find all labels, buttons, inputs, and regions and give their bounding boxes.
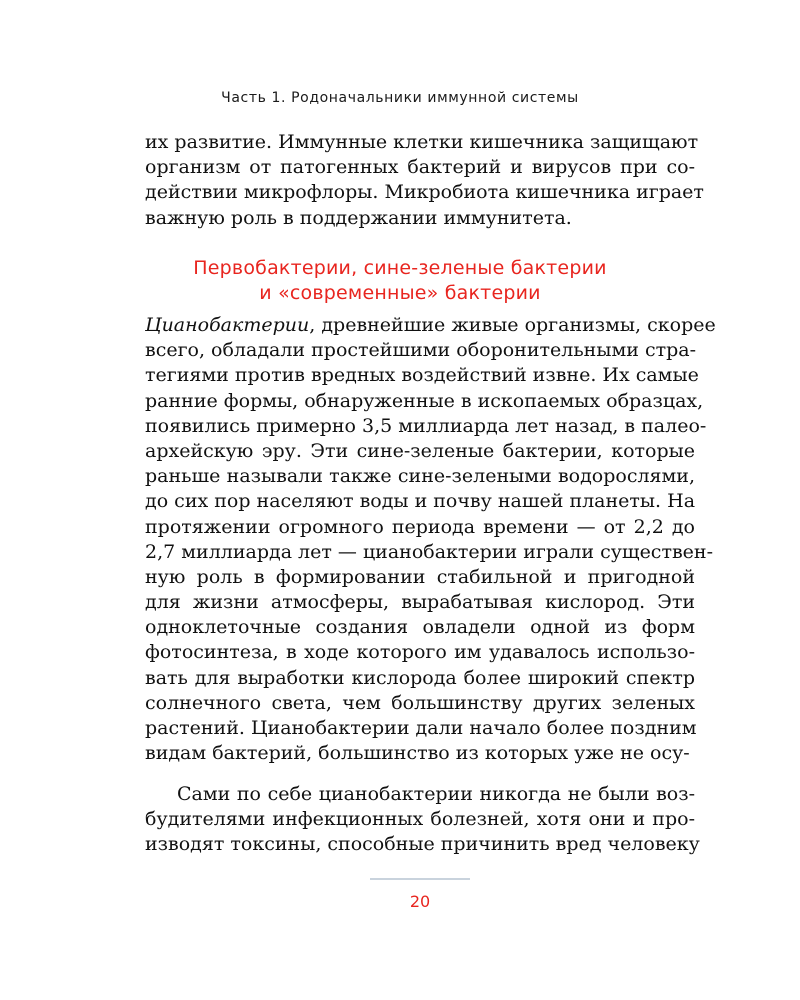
text-line-first <box>145 313 716 338</box>
text-line: ную роль в формировании стабильной и пригодной <box>145 565 695 588</box>
running-header: Часть 1. Родоначальники иммунной системы <box>221 90 579 106</box>
text-line: вать для выработки кислорода более широкий спектр <box>145 666 695 689</box>
text-line: появились примерно 3,5 миллиарда лет назад, в палео- <box>145 414 707 437</box>
paragraph-toxins <box>145 782 700 858</box>
text-line: фотосинтеза, в ходе которого им удавалось использо- <box>145 641 695 664</box>
text-line: солнечного света, чем большинству других зеленых <box>145 691 695 714</box>
page-number: 20 <box>409 892 431 911</box>
text-line: Сами по себе цианобактерии никогда не были воз- <box>177 783 695 805</box>
text-line: важную роль в поддержании иммунитета. <box>145 206 572 229</box>
text-line: раньше называли также сине-зелеными водорослями, <box>145 465 695 488</box>
section-heading <box>0 256 800 306</box>
text-line: архейскую эру. Эти сине-зеленые бактерии, которые <box>145 439 695 462</box>
text-line: одноклеточные создания овладели одной из форм <box>145 616 695 639</box>
section-heading-line-2: и «современные» бактерии <box>259 282 541 304</box>
footer-divider <box>370 878 470 880</box>
text-line: будителями инфекционных болезней, хотя они и про- <box>145 808 695 831</box>
text-line: всего, обладали простейшими оборонительными стра- <box>145 339 697 362</box>
text-line: их развитие. Иммунные клетки кишечника защищают <box>145 131 699 153</box>
text-line: 2,7 миллиарда лет — цианобактерии играли существен- <box>145 540 713 563</box>
text-line: до сих пор населяют воды и почву нашей планеты. На <box>145 490 696 513</box>
text-line: для жизни атмосферы, вырабатывая кислород. Эти <box>145 591 695 614</box>
paragraph-cyanobacteria <box>145 313 716 766</box>
text-line: видам бактерий, большинство из которых уже не осу- <box>145 742 690 765</box>
text-line: протяжении огромного периода времени — от 2,2 до <box>145 515 695 538</box>
text-line: тегиями против вредных воздействий извне. Их самые <box>145 364 699 387</box>
intro-paragraph <box>145 130 704 231</box>
text-line: растений. Цианобактерии дали начало более поздним <box>145 717 697 739</box>
text-line: организм от патогенных бактерий и вирусов при со- <box>145 156 695 179</box>
text-line: ранние формы, обнаруженные в ископаемых образцах, <box>145 389 704 412</box>
first-line-rest: , древнейшие живые организмы, скорее <box>309 314 716 336</box>
section-heading-line-1: Первобактерии, сине-зеленые бактерии <box>193 257 607 279</box>
lead-term: Цианобактерии <box>145 314 310 336</box>
text-line: изводят токсины, способные причинить вред человеку <box>145 833 700 856</box>
text-line: действии микрофлоры. Микробиота кишечника играет <box>145 181 704 204</box>
